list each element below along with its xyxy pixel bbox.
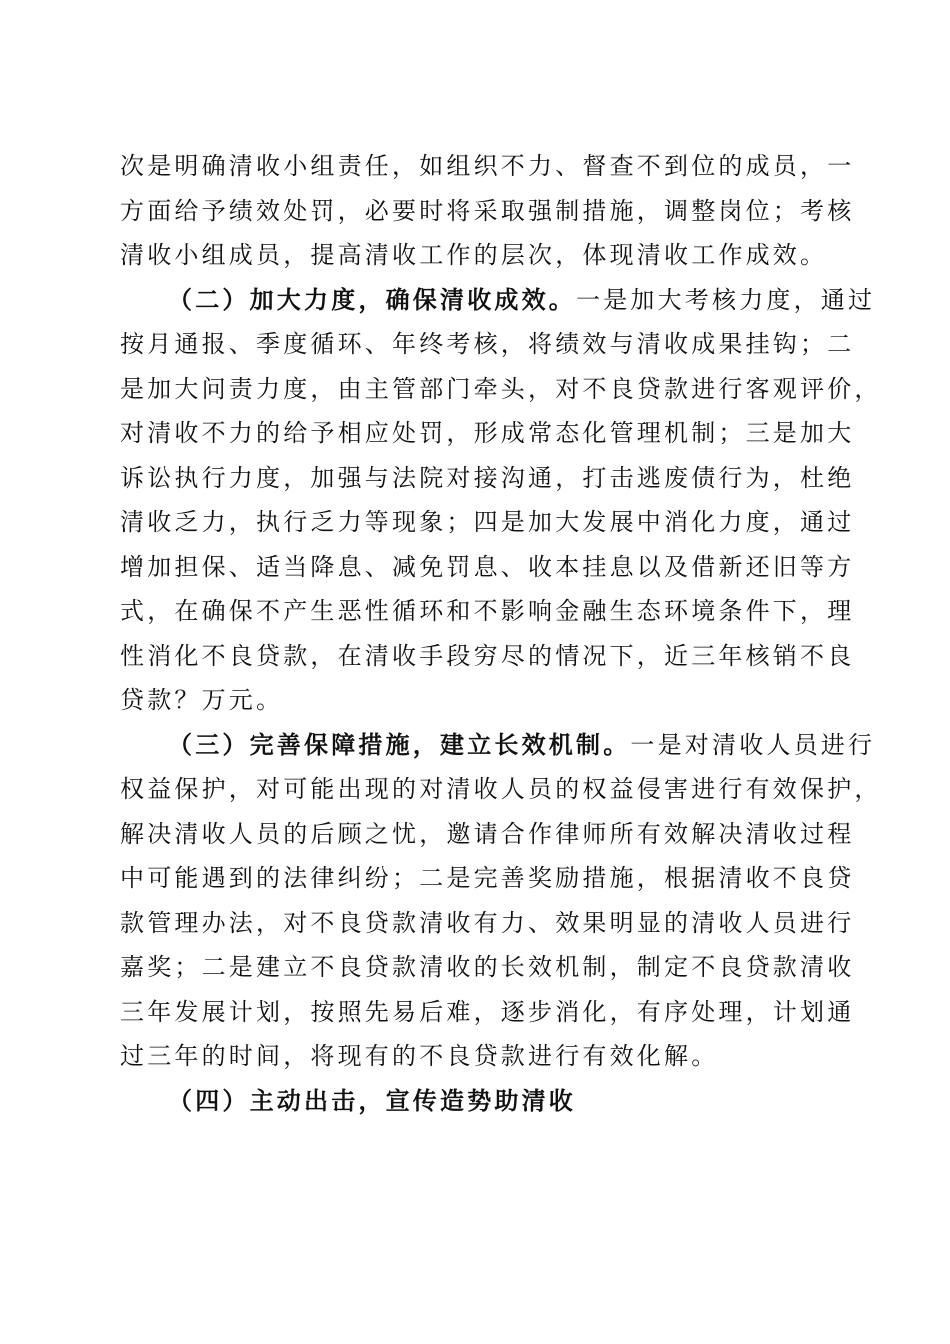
paragraph-line: 清收小组成员，提高清收工作的层次，体现清收工作成效。 bbox=[120, 241, 828, 269]
paragraph-line-text: 一是加大考核力度，通过 bbox=[576, 285, 876, 314]
paragraph-line: 清收乏力，执行乏力等现象；四是加大发展中消化力度，通过 bbox=[120, 508, 855, 536]
paragraph-line: 是加大问责力度，由主管部门牵头，对不良贷款进行客观评价， bbox=[120, 374, 882, 403]
section-heading: （四）主动出击，宣传造势助清收 bbox=[168, 1085, 576, 1115]
paragraph-first-line bbox=[120, 723, 876, 768]
paragraph-line: 按月通报、季度循环、年终考核，将绩效与清收成果挂钩；二 bbox=[120, 330, 855, 358]
paragraph-line: 三年发展计划，按照先易后难，逐步消化，有序处理，计划通 bbox=[120, 997, 855, 1026]
paragraph-first-line bbox=[120, 1079, 830, 1124]
paragraph-line: 对清收不力的给予相应处罚，形成常态化管理机制；三是加大 bbox=[120, 419, 855, 447]
paragraph-line: 权益保护，对可能出现的对清收人员的权益侵害进行有效保护， bbox=[120, 775, 882, 803]
paragraph-2 bbox=[120, 278, 882, 723]
section-heading: （二）加大力度，确保清收成效。 bbox=[168, 284, 576, 314]
paragraph-line: 款管理办法，对不良贷款清收有力、效果明显的清收人员进行 bbox=[120, 908, 855, 937]
document-body bbox=[120, 144, 882, 1123]
paragraph-line: 过三年的时间，将现有的不良贷款进行有效化解。 bbox=[120, 1042, 719, 1070]
section-heading: （三）完善保障措施，建立长效机制。 bbox=[168, 729, 631, 759]
paragraph-4 bbox=[120, 1079, 830, 1124]
paragraph-line-text: 一是对清收人员进行 bbox=[630, 730, 876, 759]
paragraph-line: 方面给予绩效处罚，必要时将采取强制措施，调整岗位；考核 bbox=[120, 196, 855, 225]
paragraph-line: 性消化不良贷款，在清收手段穷尽的情况下，近三年核销不良 bbox=[120, 641, 855, 670]
paragraph-line: 嘉奖；二是建立不良贷款清收的长效机制，制定不良贷款清收 bbox=[120, 953, 855, 981]
paragraph-line: 诉讼执行力度，加强与法院对接沟通，打击逃废债行为，杜绝 bbox=[120, 463, 855, 492]
paragraph-line: 贷款？万元。 bbox=[120, 686, 284, 714]
paragraph-first-line bbox=[120, 278, 876, 323]
paragraph-line: 中可能遇到的法律纠纷；二是完善奖励措施，根据清收不良贷 bbox=[120, 864, 855, 892]
paragraph-3 bbox=[120, 723, 882, 1079]
paragraph-line: 次是明确清收小组责任，如组织不力、督查不到位的成员，一 bbox=[120, 152, 855, 180]
paragraph-line: 增加担保、适当降息、减免罚息、收本挂息以及借新还旧等方 bbox=[120, 552, 855, 581]
paragraph-1 bbox=[120, 144, 855, 278]
paragraph-line: 式，在确保不产生恶性循环和不影响金融生态环境条件下，理 bbox=[120, 597, 855, 625]
paragraph-line: 解决清收人员的后顾之忧，邀请合作律师所有效解决清收过程 bbox=[120, 819, 855, 848]
